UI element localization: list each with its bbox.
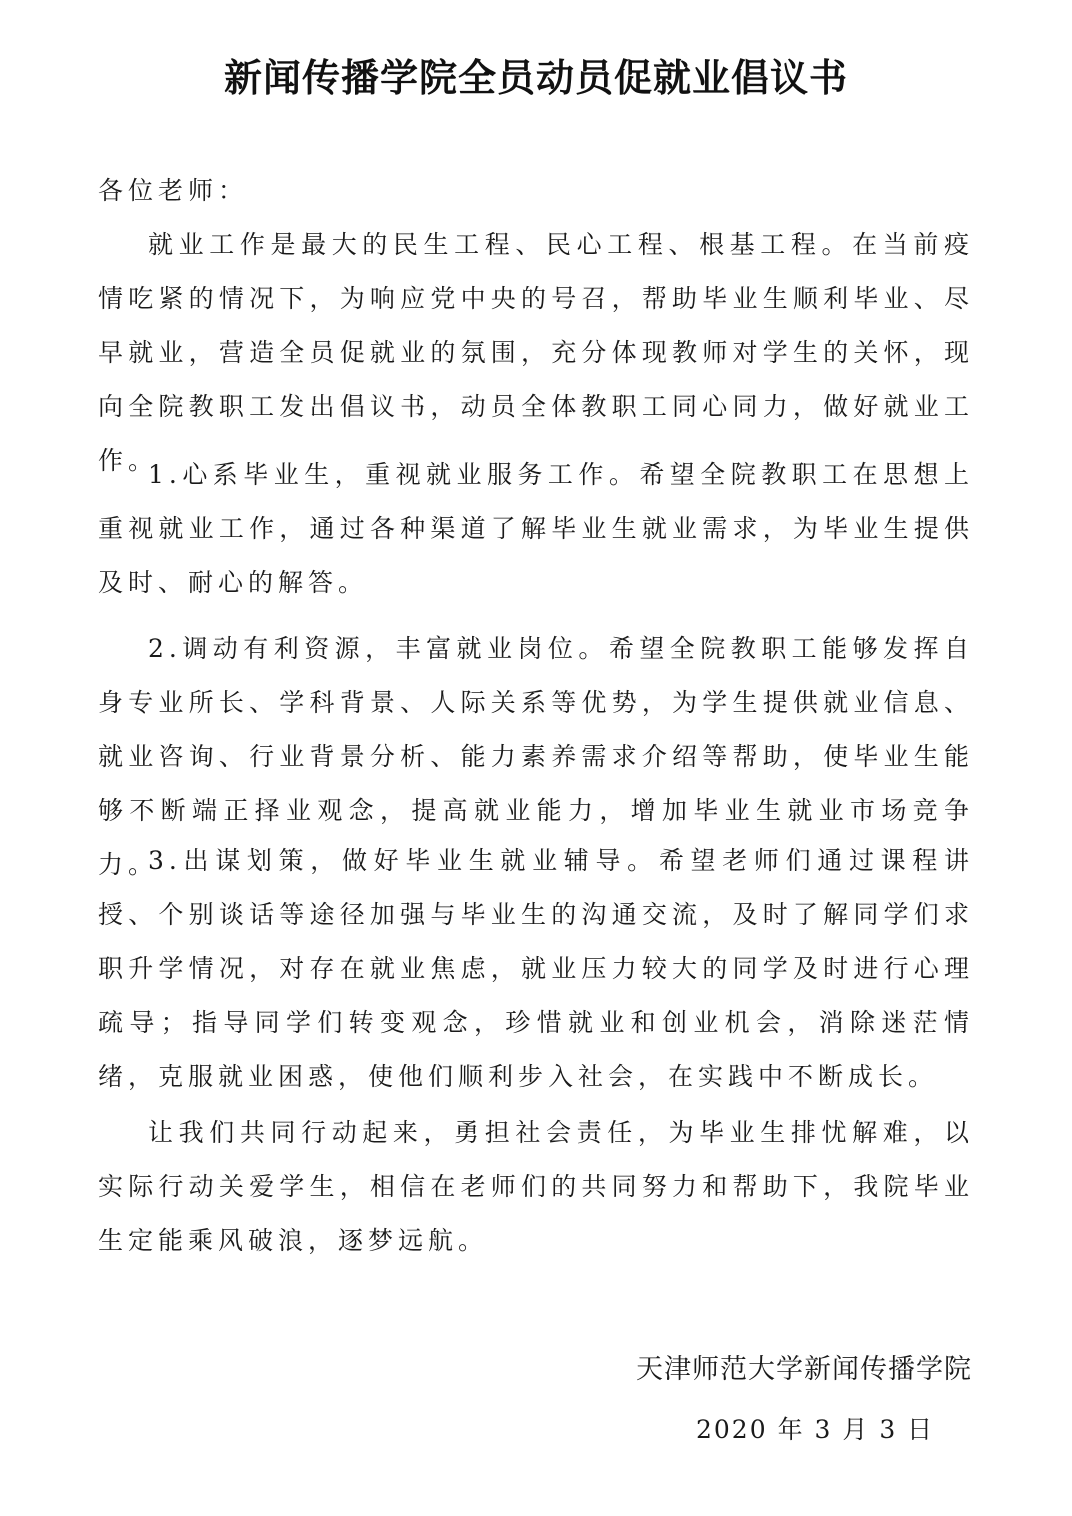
initiative-item-3 bbox=[98, 834, 974, 1104]
closing-paragraph bbox=[98, 1106, 974, 1268]
signature-date: 2020 年 3 月 3 日 bbox=[696, 1415, 935, 1444]
initiative-item-1-text: 1.心系毕业生，重视就业服务工作。希望全院教职工在思想上重视就业工作，通过各种渠道了解毕业生就业需求，为毕业生提供及时、耐心的解答。 bbox=[98, 460, 974, 597]
intro-paragraph-text: 就业工作是最大的民生工程、民心工程、根基工程。在当前疫情吃紧的情况下，为响应党中央的号召，帮助毕业生顺利毕业、尽早就业，营造全员促就业的氛围，充分体现教师对学生的关怀，现向全院教职工发出倡议书，动员全体教职工同心同力，做好就业工作。 bbox=[98, 230, 974, 475]
initiative-item-3-text: 3.出谋划策，做好毕业生就业辅导。希望老师们通过课程讲授、个别谈话等途径加强与毕业生的沟通交流，及时了解同学们求职升学情况，对存在就业焦虑，就业压力较大的同学及时进行心理疏导；指导同学们转变观念，珍惜就业和创业机会，消除迷茫情绪，克服就业困惑，使他们顺利步入社会，在实践中不断成长。 bbox=[98, 846, 974, 1091]
initiative-item-2-text: 2.调动有利资源，丰富就业岗位。希望全院教职工能够发挥自身专业所长、学科背景、人际关系等优势，为学生提供就业信息、就业咨询、行业背景分析、能力素养需求介绍等帮助，使毕业生能够不断端正择业观念，提高就业能力，增加毕业生就业市场竞争力。 bbox=[98, 634, 974, 879]
salutation: 各位老师： bbox=[98, 176, 249, 205]
closing-paragraph-text: 让我们共同行动起来，勇担社会责任，为毕业生排忧解难，以实际行动关爱学生，相信在老师们的共同努力和帮助下，我院毕业生定能乘风破浪，逐梦远航。 bbox=[98, 1118, 974, 1255]
signature-organization: 天津师范大学新闻传播学院 bbox=[636, 1354, 972, 1385]
document-title: 新闻传播学院全员动员促就业倡议书 bbox=[223, 56, 848, 100]
initiative-item-1 bbox=[98, 448, 974, 610]
